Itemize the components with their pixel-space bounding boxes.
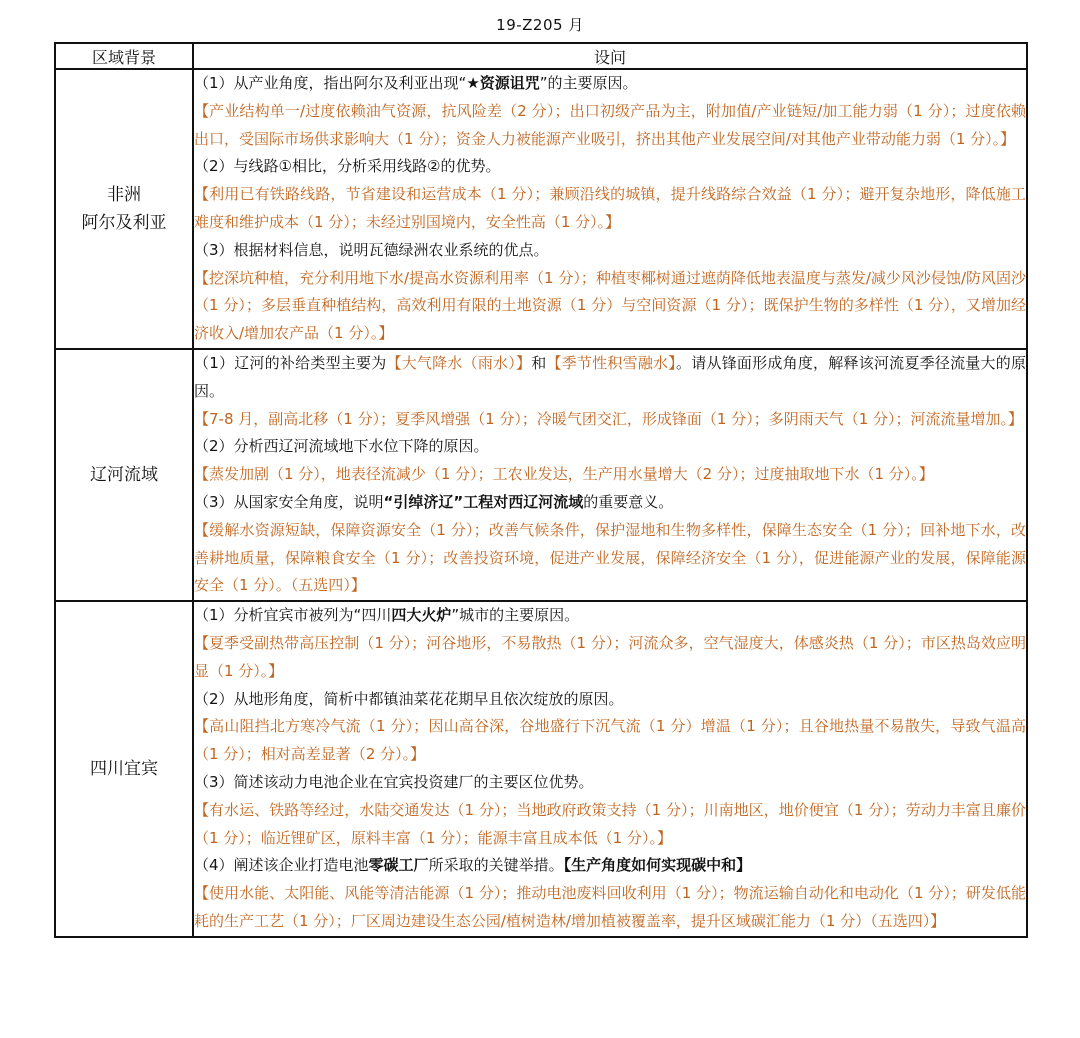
- answer-text: 【有水运、铁路等经过，水陆交通发达（1 分）；当地政府政策支持（1 分）；川南地区，地价便宜（1 分）；劳动力丰富且廉价（1 分）；临近锂矿区，原料丰富（1 分）；能源丰富且成本低（1 分）。】: [194, 800, 1026, 847]
- region-cell: [55, 349, 193, 601]
- question-text: （1）分析宜宾市被列为“四川四大火炉”城市的主要原因。: [194, 606, 580, 625]
- question-cell: [193, 349, 1027, 601]
- table-row: [55, 69, 1027, 349]
- region-label: 辽河流域: [90, 465, 158, 486]
- question-text: （2）从地形角度，简析中都镇油菜花花期早且依次绽放的原因。: [194, 689, 624, 708]
- header-region: 区域背景: [55, 43, 193, 69]
- table-header-row: [55, 43, 1027, 69]
- question-text: （3）从国家安全角度，说明“引绰济辽”工程对西辽河流域的重要意义。: [194, 492, 674, 511]
- answer-text: 【夏季受副热带高压控制（1 分）；河谷地形，不易散热（1 分）；河流众多，空气湿度大，体感炎热（1 分）；市区热岛效应明显（1 分）。】: [194, 633, 1026, 680]
- answer-text: 【7-8 月，副高北移（1 分）；夏季风增强（1 分）；冷暖气团交汇，形成锋面（1 分）；多阴雨天气（1 分）；河流流量增加。】: [194, 409, 1024, 428]
- answer-text: 【利用已有铁路线路，节省建设和运营成本（1 分）；兼顾沿线的城镇，提升线路综合效益（1 分）；避开复杂地形，降低施工难度和维护成本（1 分）；未经过别国境内，安全性高（1 分）。】: [194, 185, 1026, 231]
- question-text: （3）简述该动力电池企业在宜宾投资建厂的主要区位优势。: [194, 772, 594, 791]
- region-label: 阿尔及利亚: [81, 212, 167, 233]
- answer-text: 【缓解水资源短缺，保障资源安全（1 分）；改善气候条件，保护湿地和生物多样性，保障生态安全（1 分）；回补地下水，改善耕地质量，保障粮食安全（1 分）；改善投资环境，促进产业发展，保障经济安全（1 分），促进能源产业的发展，保障能源安全（1 分）。（五选四）】: [194, 520, 1026, 595]
- header-question: 设问: [193, 43, 1027, 69]
- answer-text: 【挖深坑种植，充分利用地下水/提高水资源利用率（1 分）；种植枣椰树通过遮荫降低地表温度与蒸发/减少风沙侵蚀/防风固沙（1 分）；多层垂直种植结构，高效利用有限的土地资源（1 分）与空间资源（1 分）；既保护生物的多样性（1 分），又增加经济收入/增加农产品（1 分）。】: [194, 268, 1026, 343]
- question-text: （4）阐述该企业打造电池零碳工厂所采取的关键举措。【生产角度如何实现碳中和】: [194, 856, 752, 875]
- question-table: [54, 42, 1028, 938]
- question-text: （3）根据材料信息，说明瓦德绿洲农业系统的优点。: [194, 240, 549, 259]
- answer-text: 【高山阻挡北方寒冷气流（1 分）；因山高谷深，谷地盛行下沉气流（1 分）增温（1 分）；且谷地热量不易散失，导致气温高（1 分）；相对高差显著（2 分）。】: [194, 717, 1026, 764]
- question-text: （1）辽河的补给类型主要为【大气降水（雨水）】和【季节性积雪融水】。请从锋面形成角度，解释该河流夏季径流量大的原因。: [194, 353, 1026, 400]
- question-cell: [193, 69, 1027, 349]
- answer-text: 【使用水能、太阳能、风能等清洁能源（1 分）；推动电池废料回收利用（1 分）；物流运输自动化和电动化（1 分）；研发低能耗的生产工艺（1 分）；厂区周边建设生态公园/植树造林/增加植被覆盖率，提升区域碳汇能力（1 分）（五选四）】: [194, 884, 1026, 930]
- document-title: 19-Z205 月: [496, 16, 584, 34]
- region-label: 四川宜宾: [90, 758, 158, 779]
- table-row: [55, 601, 1027, 937]
- question-text: （2）分析西辽河流域地下水位下降的原因。: [194, 437, 489, 456]
- question-text: （2）与线路①相比，分析采用线路②的优势。: [194, 157, 501, 176]
- question-text: （1）从产业角度，指出阿尔及利亚出现“★资源诅咒”的主要原因。: [194, 74, 638, 92]
- region-cell: [55, 69, 193, 349]
- region-cell: [55, 601, 193, 937]
- answer-text: 【蒸发加剧（1 分），地表径流减少（1 分）；工农业发达，生产用水量增大（2 分）；过度抽取地下水（1 分）。】: [194, 465, 934, 484]
- table-row: [55, 349, 1027, 601]
- region-label: 非洲: [107, 184, 141, 205]
- answer-text: 【产业结构单一/过度依赖油气资源，抗风险差（2 分）；出口初级产品为主，附加值/产业链短/加工能力弱（1 分）；过度依赖出口，受国际市场供求影响大（1 分）；资金人力被能源产业吸引，挤出其他产业发展空间/对其他产业带动能力弱（1 分）。】: [194, 101, 1026, 148]
- question-cell: [193, 601, 1027, 937]
